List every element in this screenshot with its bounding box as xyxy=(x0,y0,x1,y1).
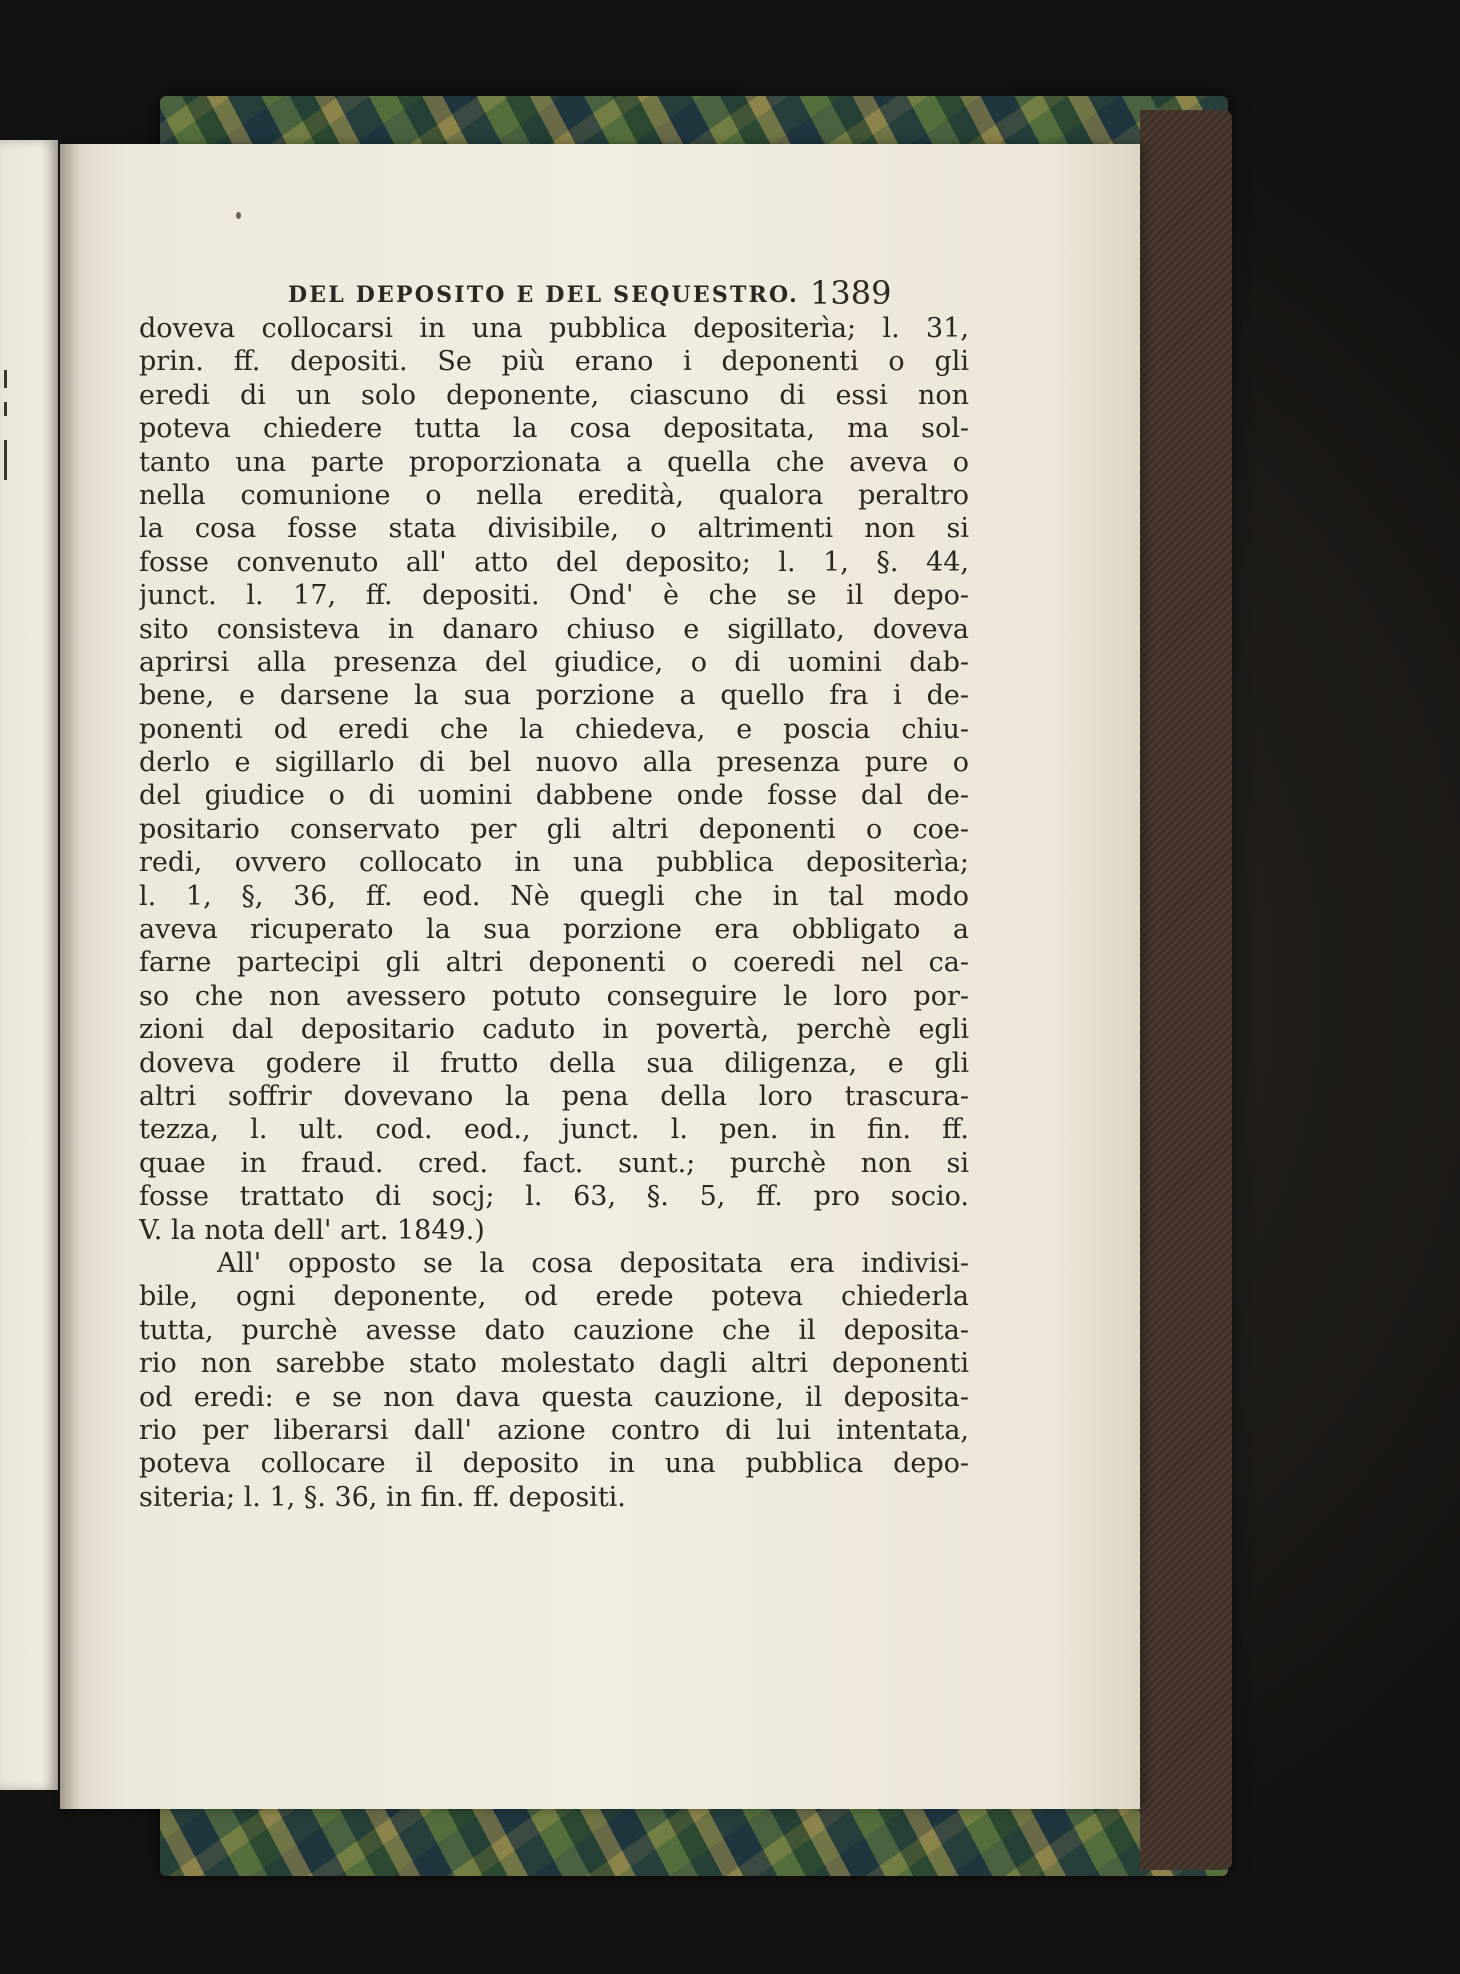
running-head-title: DEL DEPOSITO E DEL SEQUESTRO. xyxy=(288,282,799,308)
text-line: siteria; l. 1, §. 36, in fin. ff. depositi. xyxy=(139,1481,626,1513)
running-head xyxy=(288,274,928,314)
text-line: junct. l. 17, ff. depositi. Ond' è che se il depo- xyxy=(139,580,969,612)
text-line: doveva godere il frutto della sua diligenza, e gli xyxy=(139,1047,969,1079)
leather-spine xyxy=(1140,110,1232,1870)
text-line: bile, ogni deponente, od erede poteva chiederla xyxy=(139,1281,969,1313)
text-line: positario conservato per gli altri deponenti o coe- xyxy=(139,813,969,845)
text-line: ponenti od eredi che la chiedeva, e poscia chiu- xyxy=(139,713,969,745)
text-line: redi, ovvero collocato in una pubblica depositerìa; xyxy=(139,847,969,879)
text-line: doveva collocarsi in una pubblica depositerìa; l. 31, xyxy=(139,313,969,344)
page-gutter-shadow xyxy=(60,144,80,1809)
text-line: fosse convenuto all' atto del deposito; l. 1, §. 44, xyxy=(139,546,969,578)
text-line: prin. ff. depositi. Se più erano i deponenti o gli xyxy=(139,346,969,378)
text-line: rio non sarebbe stato molestato dagli altri deponenti xyxy=(139,1348,969,1380)
text-line: nella comunione o nella eredità, qualora peraltro xyxy=(139,479,969,511)
text-line: farne partecipi gli altri deponenti o coeredi nel ca- xyxy=(139,947,969,979)
text-line: rio per liberarsi dall' azione contro di lui intentata, xyxy=(139,1414,969,1446)
text-line: tutta, purchè avesse dato cauzione che il deposita- xyxy=(139,1314,969,1346)
text-line: bene, e darsene la sua porzione a quello fra i de- xyxy=(139,680,969,712)
paragraph-start-line: All' opposto se la cosa depositata era indivisi- xyxy=(217,1247,969,1279)
body-text xyxy=(139,312,969,1514)
margin-mark xyxy=(4,402,7,416)
margin-mark xyxy=(4,440,7,480)
text-line: quae in fraud. cred. fact. sunt.; purchè non si xyxy=(139,1147,969,1179)
text-line: eredi di un solo deponente, ciascuno di essi non xyxy=(139,379,969,411)
text-line: fosse trattato di socj; l. 63, §. 5, ff. pro socio. xyxy=(139,1181,969,1213)
text-line: l. 1, §, 36, ff. eod. Nè quegli che in tal modo xyxy=(139,880,969,912)
text-line: del giudice o di uomini dabbene onde fosse dal de- xyxy=(139,780,969,812)
text-line: V. la nota dell' art. 1849.) xyxy=(139,1214,485,1246)
text-line: la cosa fosse stata divisibile, o altrimenti non si xyxy=(139,513,969,545)
text-line: sito consisteva in danaro chiuso e sigillato, doveva xyxy=(139,613,969,645)
ink-speck xyxy=(236,212,241,219)
text-line: tanto una parte proporzionata a quella che aveva o xyxy=(139,446,969,478)
text-line: zioni dal depositario caduto in povertà, perchè egli xyxy=(139,1014,969,1046)
text-line: poteva collocare il deposito in una pubblica depo- xyxy=(139,1448,969,1480)
text-line: tezza, l. ult. cod. eod., junct. l. pen. in fin. ff. xyxy=(139,1114,969,1146)
text-line: od eredi: e se non dava questa cauzione, il deposita- xyxy=(139,1381,969,1413)
text-line: so che non avessero potuto conseguire le loro por- xyxy=(139,980,969,1012)
text-line: altri soffrir dovevano la pena della loro trascura- xyxy=(139,1080,969,1112)
margin-mark xyxy=(4,370,7,388)
text-line: poteva chiedere tutta la cosa depositata, ma sol- xyxy=(139,413,969,445)
text-line: derlo e sigillarlo di bel nuovo alla presenza pure o xyxy=(139,747,969,779)
left-facing-page-edge xyxy=(0,140,58,1790)
page-number: 1389 xyxy=(810,274,892,312)
text-line: aveva ricuperato la sua porzione era obbligato a xyxy=(139,914,969,946)
text-line: aprirsi alla presenza del giudice, o di uomini dab- xyxy=(139,646,969,678)
